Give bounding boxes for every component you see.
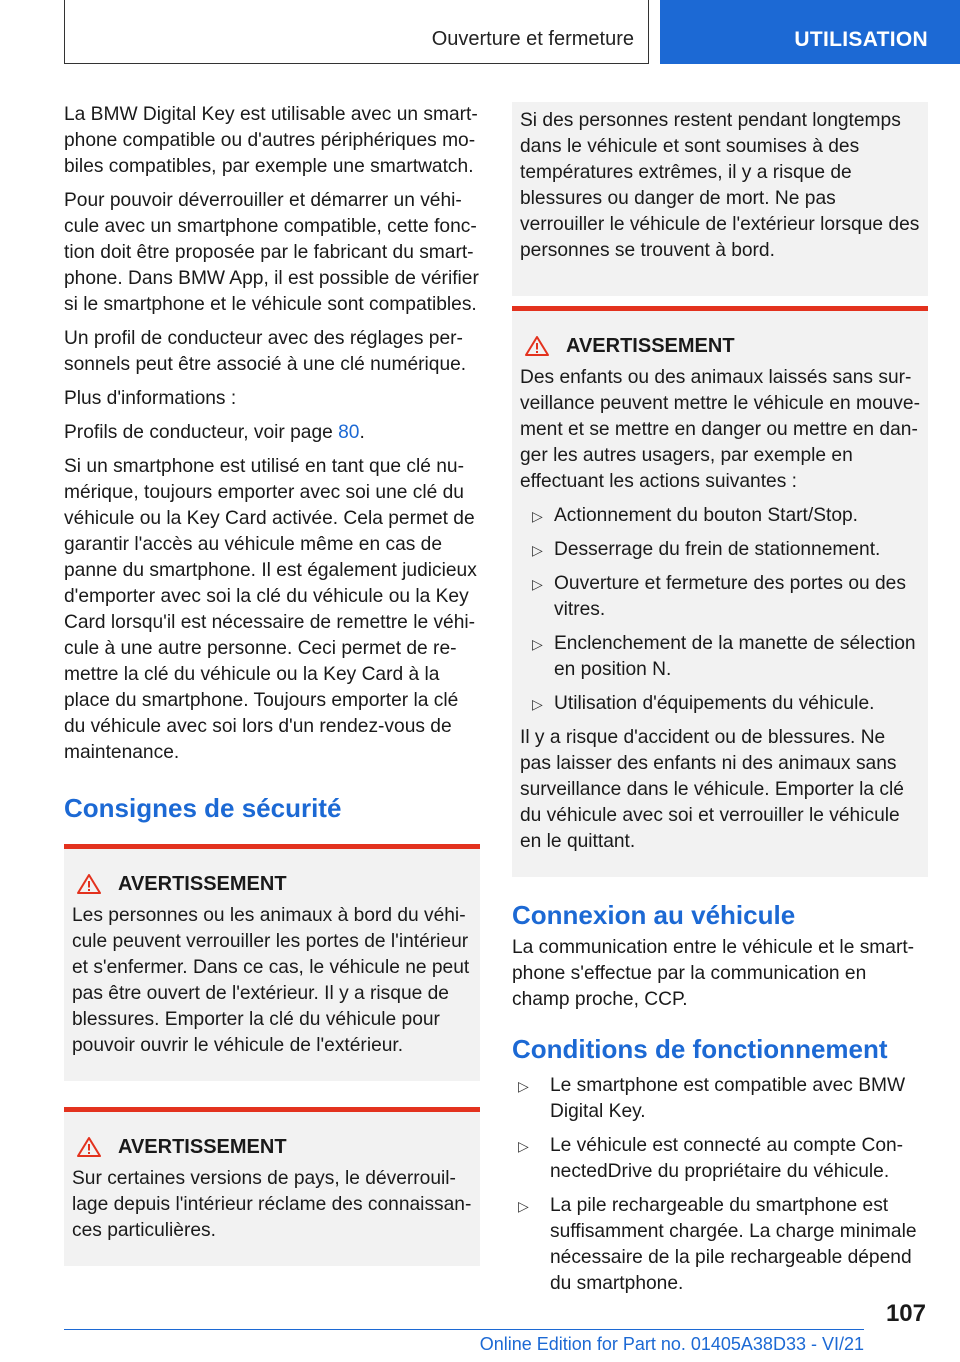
warning-text: Il y a risque d'accident ou de blessures. Ne pas laisser des enfants ni des animaux sans surveillance dans le véhicule. Emporter la clé du véhicule avec soi et verrouiller le véhicule en le quittant.	[520, 727, 904, 852]
paragraph: Si un smartphone est utilisé en tant que clé numérique, toujours emporter avec soi une clé du véhicule ou la Key Card activée. Cela permet de garantir l'accès au véhicule même en cas de panne du smartphone. Il est également judicieux d'emporter avec soi la clé du véhicule ou la Key Card lorsqu'il est nécessaire de remettre le véhicule à une autre personne. Ceci permet de remettre la clé du véhicule ou la Key Card à la place du smartphone. Toujours emporter la clé du véhicule avec soi lors d'un rendez-vous de maintenance.	[64, 456, 477, 763]
warning-triangle-icon	[524, 335, 550, 357]
warning-triangle-icon	[76, 873, 102, 895]
triangle-bullet-icon: ▷	[532, 508, 543, 524]
triangle-bullet-icon: ▷	[532, 576, 543, 592]
list-item: ▷ Actionnement du bouton Start/Stop.	[520, 503, 920, 529]
list-item: ▷ Le véhicule est connecté au compte ConnectedDrive du propriétaire du véhicule.	[518, 1135, 904, 1182]
section-heading: Consignes de sécurité	[64, 793, 342, 823]
header-chapter-tab	[660, 0, 960, 64]
right-column	[512, 102, 928, 1305]
triangle-bullet-icon: ▷	[532, 636, 543, 652]
footer-divider	[64, 1329, 864, 1330]
section-heading: Conditions de fonctionnement	[512, 1034, 888, 1064]
header-chapter-label: UTILISATION	[794, 28, 928, 51]
triangle-bullet-icon: ▷	[518, 1198, 529, 1214]
warning-action-list	[520, 503, 920, 717]
list-item: ▷ Le smartphone est compatible avec BMW Digital Key.	[518, 1075, 906, 1122]
warning-box	[64, 844, 480, 1081]
warning-text: Des enfants ou des animaux laissés sans surveillance peuvent mettre le véhicule en mouvement et se mettre en danger ou mettre en danger les autres usagers, par exemple en effectuant les actions suivantes :	[520, 367, 920, 492]
list-item: ▷ Enclenchement de la manette de sélection en position N.	[532, 633, 916, 680]
warning-box	[512, 306, 928, 877]
header-section-title: Ouverture et fermeture	[431, 28, 634, 50]
warning-title: AVERTISSEMENT	[520, 333, 920, 359]
warning-title: AVERTISSEMENT	[72, 871, 472, 897]
list-item: ▷ Utilisation d'équipements du véhicule.	[520, 691, 920, 717]
triangle-bullet-icon: ▷	[532, 696, 543, 712]
list-item: ▷ Desserrage du frein de stationnement.	[520, 537, 920, 563]
conditions-list	[512, 1073, 928, 1297]
warning-text: Si des personnes restent pendant longtemps dans le véhicule et sont soumises à des températures extrêmes, il y a risque de blessures ou danger de mort. Ne pas verrouiller le véhicule de l'extérieur lorsque des personnes se trouvent à bord.	[520, 110, 920, 261]
paragraph-cross-reference: Profils de conducteur, voir page 80.	[64, 422, 365, 443]
warning-box-continued	[512, 102, 928, 296]
warning-text: Sur certaines versions de pays, le déverrouillage depuis l'intérieur réclame des connaissances particulières.	[72, 1168, 472, 1241]
paragraph: La communication entre le véhicule et le smartphone s'effectue par la communication en champ proche, CCP.	[512, 937, 915, 1010]
warning-box	[64, 1107, 480, 1266]
list-item: ▷ La pile rechargeable du smartphone est suffisamment chargée. La charge minimale nécessaire de la pile rechargeable dépend du smartphone.	[518, 1195, 917, 1294]
warning-triangle-icon	[76, 1136, 102, 1158]
paragraph: Plus d'informations :	[64, 388, 237, 409]
triangle-bullet-icon: ▷	[518, 1078, 529, 1094]
page-number: 107	[885, 1300, 926, 1327]
triangle-bullet-icon: ▷	[532, 542, 543, 558]
warning-text: Les personnes ou les animaux à bord du véhicule peuvent verrouiller les portes de l'intérieur et s'enfermer. Dans ce cas, le véhicule ne peut pas être ouvert de l'extérieur. Il y a risque de blessures. Emporter la clé du véhicule pour pouvoir ouvrir le véhicule de l'extérieur.	[72, 905, 470, 1056]
triangle-bullet-icon: ▷	[518, 1138, 529, 1154]
paragraph: Pour pouvoir déverrouiller et démarrer un véhicule avec un smartphone compatible, cette fonction doit être proposée par le fabricant du smartphone. Dans BMW App, il est possible de vérifier si le smartphone et le véhicule sont compatibles.	[64, 190, 479, 315]
page-link[interactable]: 80	[338, 422, 360, 443]
warning-title: AVERTISSEMENT	[72, 1134, 472, 1160]
section-heading: Connexion au véhicule	[512, 900, 796, 930]
paragraph: Un profil de conducteur avec des réglages personnels peut être associé à une clé numérique.	[64, 328, 467, 375]
left-column	[64, 102, 480, 1266]
footer-edition: Online Edition for Part no. 01405A38D33 - VI/21	[479, 1334, 864, 1354]
list-item: ▷ Ouverture et fermeture des portes ou des vitres.	[532, 573, 906, 620]
paragraph: La BMW Digital Key est utilisable avec un smartphone compatible ou d'autres périphériques mobiles compatibles, par exemple une smartwatch.	[64, 104, 478, 177]
